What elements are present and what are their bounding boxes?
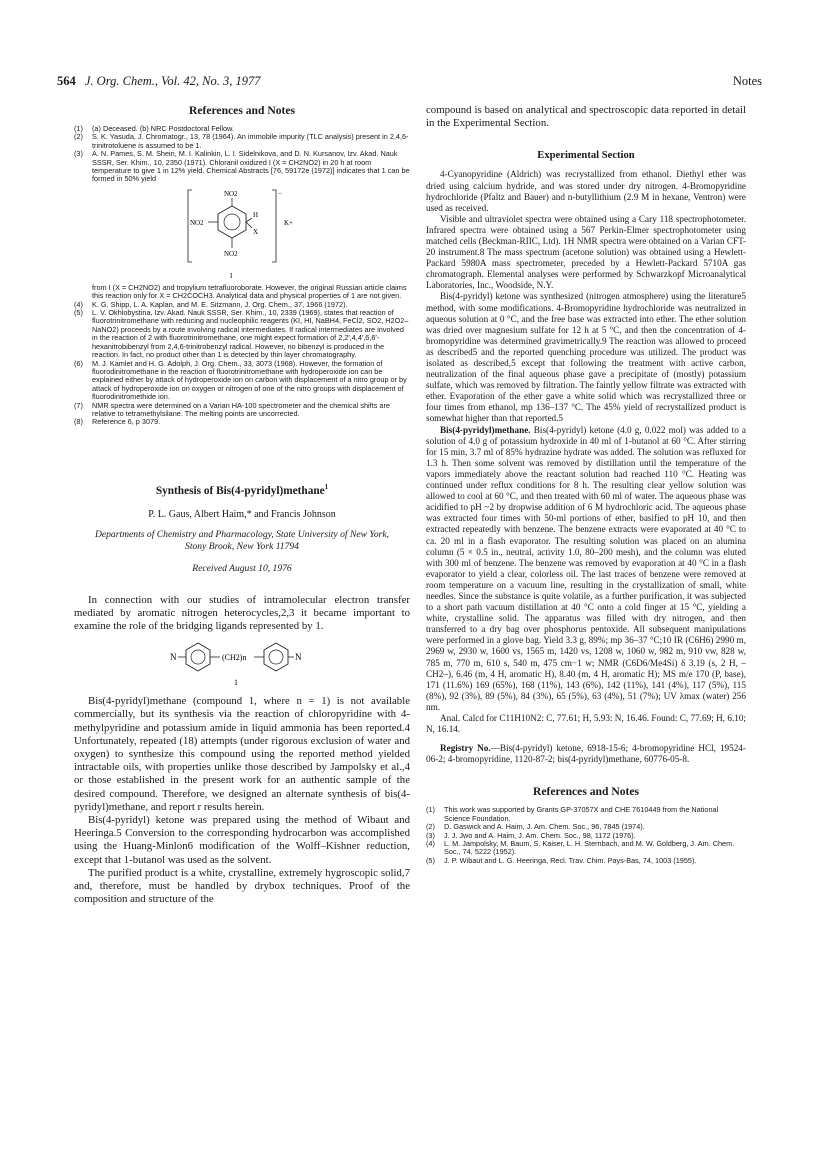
reference-text: This work was supported by Grants GP-37057X and CHE 7610449 from the National Science Foundation. [444,805,719,823]
reference-continuation: from I (X = CH2NO2) and tropylium tetrafluoroborate. However, the original Russian article claims this reaction only for X = CH2COCH3. Analytical data and physical properties of 1 are not given. [92,282,407,301]
hydrogen-label: H [253,210,259,219]
reference-number: (2) [426,822,435,832]
paper-title [74,483,410,497]
reference-number: (7) [74,400,83,410]
reference-number: (4) [74,299,83,309]
reference-number: (3) [74,149,83,159]
reference-item [74,402,410,419]
reference-text: K. G. Shipp, L. A. Kaplan, and M. E. Sitzmann, J. Org. Chem., 37, 1966 (1972). [92,299,348,309]
reference-number: (3) [426,830,435,840]
reference-text: A. N. Pames, S. M. Shein, M. I. Kalinkin, L. I. Sidelnikova, and D. N. Kursanov, Izv. Akad. Nauk SSSR, Ser. Khim., 10, 2350 (1971). Chloranil oxidized I (X = CH2NO2) in 20 h at room temperature to give 1 in 12% yield. Chemical Abstracts [76, 59172e (1972)] indicates that 1 can be formed in 50% yield [92,149,410,184]
nitro-label-left: NO2 [190,218,204,227]
anion-charge: − [278,189,282,198]
experimental-paragraph [426,425,746,713]
reference-text: D. Gaswick and A. Haim, J. Am. Chem. Soc., 96, 7845 (1974). [444,822,645,832]
reference-list-continued [74,301,410,427]
reference-item [426,806,746,823]
page-header [57,74,762,90]
reference-item [426,840,746,857]
structure-i-label: I [230,271,233,280]
reference-item [74,150,410,184]
reference-list [74,125,410,184]
registry-text: —Bis(4-pyridyl) ketone, 6918-15-6; 4-bromopyridine HCl, 19524-06-2; 4-bromopyridine, 1120-87-2; bis(4-pyridyl)methane, 60776-05-8. [426,743,746,765]
procedure-text: Bis(4-pyridyl) ketone (4.0 g, 0.022 mol) was added to a solution of 4.0 g of potassium hydroxide in 40 ml of 1-butanol at 60 °C. After stirring for 15 min, 3.7 ml of 85% hydrazine hydrate was added. The solution was refluxed for 1.3 h. Then some solvent was removed by distillation until the temperature of the vapors immediately above the reactant solution had reached 110 °C. Heating was continued under reflux conditions for 8 h. The resulting clear yellow solution was allowed to cool at 60 °C, and then treated with 60 ml of water. The aqueous phase was acidified to pH ~2 by dropwise addition of 6 M hydrochloric acid. The aqueous phase was extracted four times with 50-ml portions of ether, basified to pH 10, and then extracted repeatedly with benzene. The benzene extracts were evaporated at 40 °C to ca. 20 ml in a flash evaporator. The resulting solution was placed on an alumina column (5 × 0.5 in., neutral, activity 1.0, 80–200 mesh), and the column was eluted with 300 ml of benzene. The benzene was removed by evaporation at 40 °C in a flash evaporator to yield a clear, colorless oil. The last traces of benzene were removed at room temperature on a vacuum line, resulting in the crystallization of small, white needles. Since the substance is quite volatile, as a further purification, it was subjected to a short path vacuum distillation at 40 °C onto a cold finger at 15 °C, yielding a white, crystalline solid. The apparatus was filled with dry nitrogen, and then transferred to a dry bag over phosphorus pentoxide. All subsequent manipulations were performed in a glove bag. Yield 3.3 g, 89%; mp 36–37 °C;10 IR (C6H6) 2990 m, 2969 w, 2930 w, 1600 vs, 1565 m, 1420 vs, 1208 w, 1060 w, 982 m, 910 vw, 828 w, 785 m, 770 m, 610 s, 540 m, 475 cm−1 w; NMR (C6D6/Me4Si) δ 3.19 (s, 2 H, –CH2–), 6.46 (m, 4 H, aromatic H), 8.40 (m, 4 H, aromatic H); MS m/e 170 (P, base), 171 (11.6%) 169 (65%), 168 (11%), 143 (6%), 142 (11%), 141 (4%), 117 (5%), 115 (8%), 92 (3%), 89 (5%), 84 (3%), 65 (5%), 63 (4%), 51 (7%); UV λmax (water) 256 nm. [426,424,747,712]
header-citation [57,74,260,89]
left-column [74,104,410,906]
registry-heading: Registry No. [440,743,491,754]
reference-text: NMR spectra were determined on a Varian HA-100 spectrometer and the chemical shifts are relative to tetramethylsilane. The melting points are uncorrected. [92,400,390,418]
intro-paragraph: Bis(4-pyridyl)methane (compound 1, where n = 1) is not available commercially, but its synthesis via the reaction of chloropyridine with 4-methylpyridine and potassium amide in liquid ammonia has been reported.4 Unfortunately, repeated (18) attempts (under rigorous exclusion of water and oxygen) to synthesize this compound using the reported method yielded intractable oils, with properties unlike those described by Jampolsky et al.,4 or those established in the present work for an authentic sample of the desired compound. Therefore, we designed an alternate synthesis of bis(4-pyridyl)methane, and report r results herein. [74,695,410,813]
structure-1-diagram [142,633,342,689]
reference-text: Reference 6, p 3079. [92,417,161,427]
experimental-paragraph: 4-Cyanopyridine (Aldrich) was recrystallized from ethanol. Diethyl ether was dried using calcium hydride, and was stored under dry nitrogen. 4-Bromopyridine hydrochloride (Pfaltz and Bauer) and n-butyllithium (2.9 M in hexane, Ventron) were used as received. [426,169,746,213]
reference-item [74,360,410,402]
reference-text: L. V. Okhlobystina, Izv. Akad. Nauk SSSR, Ser. Khim., 10, 2339 (1969), states that reaction of fluorotrinitromethane with reducing and nucleophilic reagents (KI, HI, NaBH4, FeCl2, SO2, H2O2–NaNO2) proceeds by a route involving radical intermediates. If radical intermediates are involved in the reaction of 2 with fluorotrinitromethane, one might expect formation of 2,2′,4,4′,6,6′-hexanitrobibenzyl from 2,4,6-trinitrobenzyl radical. However, no bibenzyl is produced in the reaction. In fact, no product other than 1 is detected by thin layer chromatography. [92,308,409,360]
experimental-paragraph: Bis(4-pyridyl) ketone was synthesized (nitrogen atmosphere) using the literature5 method, with some modifications. 4-Bromopyridine hydrochloride was neutralized in aqueous solution at 0 °C, and the free base was extracted into ether. The ether solution was dried over magnesium sulfate for 12 h at 5 °C, and then the concentration of 4-bromopyridine was determined gravimetrically.9 The reaction was allowed to proceed as described5 and the reported quenching procedure was utilized. The product was isolated as described,5 except that following the treatment with active carbon, neutralization of the final aqueous phase gave a precipitate of (mostly) potassium sulfate, which was removed by filtration. The faintly yellow filtrate was extracted with ether. Evaporation of the ether gave a white solid which was recrystallized three or four times from ethanol, mp 136–137 °C. The 45% yield of recrystallized product is somewhat higher than that reported.5 [426,291,746,424]
reference-number: (5) [426,855,435,865]
paper-title-footnote: 1 [324,482,329,491]
structure-i-diagram [152,184,332,284]
reference-text: J. P. Wibaut and L. G. Heeringa, Recl. Trav. Chim. Pays-Bas, 74, 1003 (1955). [444,855,697,865]
nitro-label-bottom: NO2 [224,249,238,258]
reference-number: (6) [74,358,83,368]
reference-text: J. J. Jwo and A. Haim, J. Am. Chem. Soc., 98, 1172 (1976). [444,830,636,840]
references-heading: References and Notes [532,785,640,799]
pyridine-nitrogen-left: N [170,652,177,663]
paper-title-text: Synthesis of Bis(4-pyridyl)methane [155,484,325,497]
received-date: Received August 10, 1976 [192,562,292,574]
journal-citation: J. Org. Chem., Vol. 42, No. 3, 1977 [84,74,261,88]
reference-text: (a) Deceased. (b) NRC Postdoctoral Fellow. [92,124,234,133]
intro-paragraph: The purified product is a white, crystalline, extremely hygroscopic solid,7 and, therefore, must be handled by drybox techniques. Proof of the composition and structure of the [74,866,410,906]
reference-number: (4) [426,839,435,848]
experimental-paragraph: Visible and ultraviolet spectra were obtained using a Cary 118 spectrophotometer. Infrared spectra were obtained using a 567 Perkin-Elmer spectrophotometer using matched cells (Beckman-RIIC, Ltd). 1H NMR spectra were obtained on a Varian CFT-20 instrument.8 The mass spectrum (acetone solution) was obtained using a Hewlett-Packard 5980A mass spectrometer, preceded by a Hewlett-Packard 5710A gas chromatograph. Elemental analyses were performed by Schwarzkopf Microanalytical Laboratories, Inc., Woodside, N.Y. [426,213,746,291]
reference-item [426,857,746,865]
nitro-label-top: NO2 [224,189,238,198]
reference-item [74,418,410,426]
reference-item [74,133,410,150]
methylene-chain-label: (CH2)n [222,653,247,663]
references-heading: References and Notes [188,104,296,117]
intro-paragraph: Bis(4-pyridyl) ketone was prepared using the method of Wibaut and Heeringa.5 Conversion to the corresponding hydrocarbon was accomplished using the Huang-Minlon6 modification of the Wolff–Kishner reduction, except that 1-butanol was used as the solvent. [74,813,410,866]
structure-1-label: 1 [234,678,238,688]
reference-item [74,309,410,359]
intro-continuation: compound is based on analytical and spectroscopic data reported in detail in the Experimental Section. [426,104,746,130]
author-list: P. L. Gaus, Albert Haim,* and Francis Johnson [148,508,336,520]
reference-number: (1) [74,124,83,133]
section-label: Notes [732,74,762,88]
registry-paragraph [426,743,746,765]
substituent-x-label: X [253,227,259,236]
reference-number: (2) [74,132,83,142]
reference-text: L. M. Jampolsky, M. Baum, S. Kaiser, L. H. Sternbach, and M. W. Goldberg, J. Am. Chem. Soc., 74, 5222 (1952). [444,839,735,857]
right-column [426,104,746,865]
reference-number: (8) [74,417,83,427]
reference-list [426,806,746,865]
reference-text: S. K. Yasuda, J. Chromatogr., 13, 78 (1964). An immobile impurity (TLC analysis) present in 2,4,6-trinitrotoluene is assumed to be 1. [92,132,409,150]
affiliation: Departments of Chemistry and Pharmacology, State University of New York, Stony Brook, New York 11794 [94,528,390,552]
reference-text: M. J. Kamlet and H. G. Adolph, J. Org. Chem., 33, 3073 (1968). However, the formation of fluorodinitromethane in the reaction of fluorotrinitromethane with hydroperoxide ion can be explained either by attack of hydroperoxide ion on carbon with displacement of a nitro group or by attack of hydroperoxide ion on oxygen or nitrogen of one of the nitro groups with displacement of fluorodinitromethide ion. [92,358,407,402]
procedure-heading: Bis(4-pyridyl)methane. [440,424,531,435]
reference-number: (5) [74,308,83,318]
intro-paragraph: In connection with our studies of intramolecular electron transfer mediated by aromatic nitrogen heterocycles,2,3 it became important to examine the role of the bridging ligands represented by 1. [74,593,410,632]
analysis-paragraph: Anal. Calcd for C11H10N2: C, 77.61; H, 5.93: N, 16.46. Found: C, 77.69; H, 6.10; N, 16.14. [426,713,746,735]
reference-number: (1) [426,805,435,815]
cation-label: K+ [284,218,294,227]
pyridine-nitrogen-right: N [295,652,302,663]
experimental-heading: Experimental Section [537,150,635,162]
page-number: 564 [57,74,76,88]
